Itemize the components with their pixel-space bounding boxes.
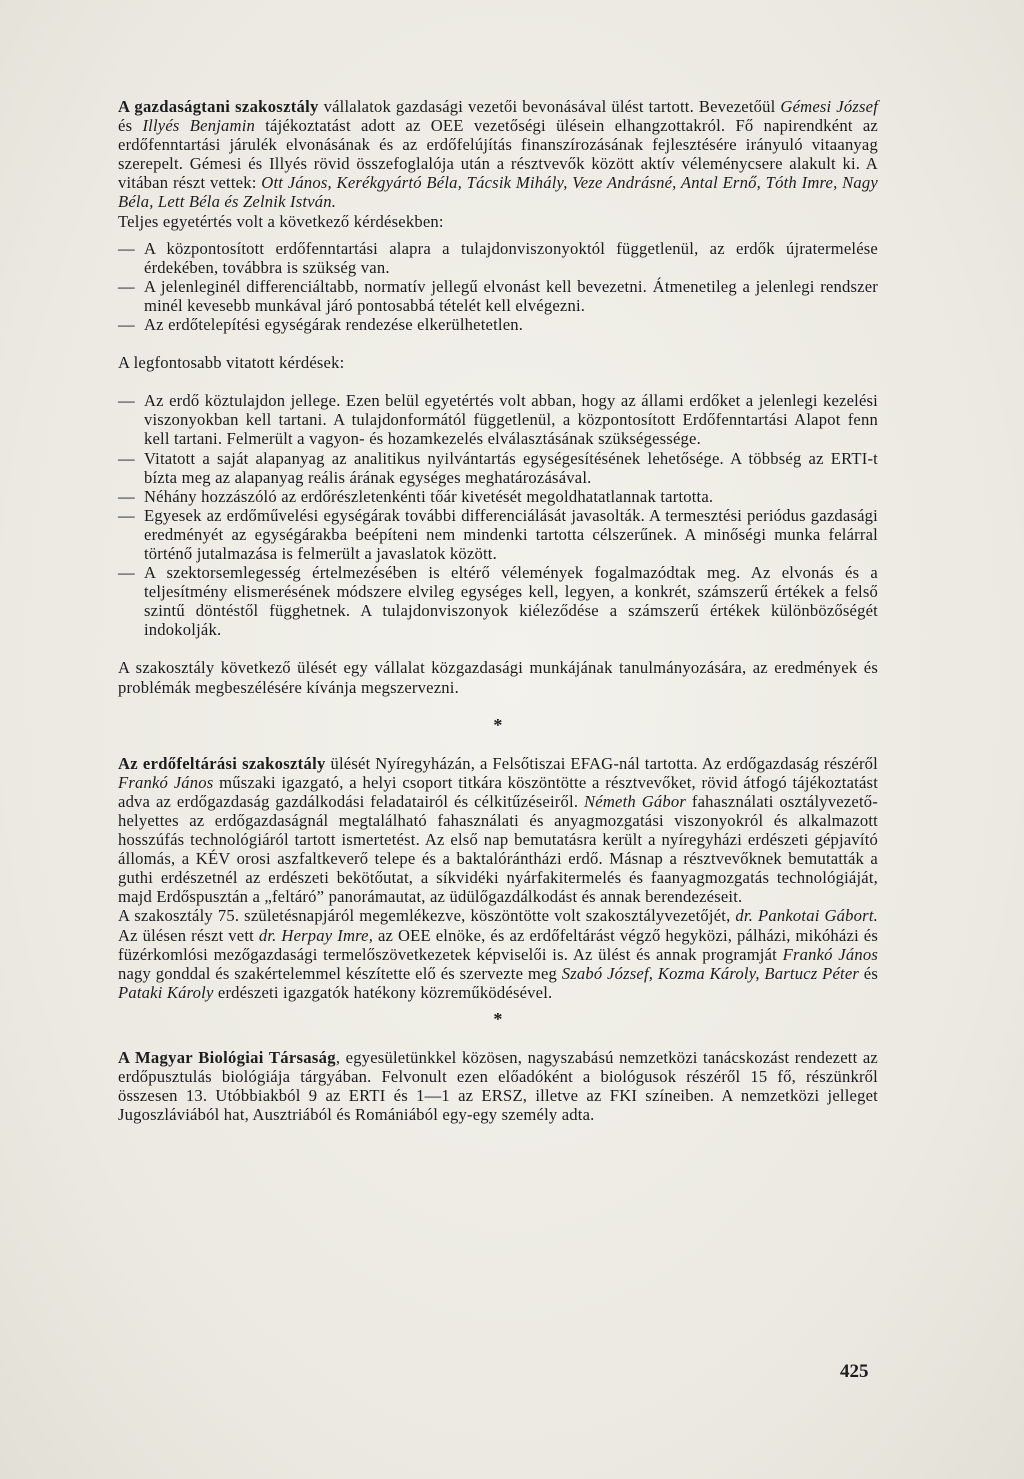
person-name: Szabó József, Kozma Károly, Bartucz Péter — [561, 963, 860, 983]
list-item — [118, 239, 878, 277]
section-separator: * — [493, 1008, 503, 1029]
person-name: Pataki Károly — [118, 982, 214, 1002]
disputed-intro: A legfontosabb vitatott kérdések: — [118, 353, 345, 373]
dash-marker: — — [118, 505, 135, 525]
participant-names: Ott János, Kerékgyártó Béla, Tácsik Mihály, Veze Andrásné, Antal Ernő, Tóth Imre, Nagy Béla, Lett Béla és Zelnik István. — [118, 173, 878, 212]
body-text: erdészeti igazgatók hatékony közreműködésével. — [213, 982, 553, 1002]
person-name: Illyés Benjamin — [142, 116, 256, 136]
list-item-text: Egyesek az erdőművelési egységárak további differenciálását javasolták. A termesztési periódus gazdasági eredményét az egységárakba beépíteni nem mindenki tartotta célszerűnek. A minőségi munka felárral történő jutalmazása is felmerült a javaslatok között. — [144, 505, 878, 563]
page-number: 425 — [840, 1361, 869, 1382]
list-item-text: Az erdő köztulajdon jellege. Ezen belül egyetértés volt abban, hogy az állami erdőket a jelenlegi kezelési viszonyokban kell tartani. A tulajdonformától függetlenül, a központosított Erdőfenntartási Alapot fenn kell tartani. Felmerült a vagyon- és hozamkezelés elválasztásának szükségessége. — [144, 391, 878, 449]
section-closing: A szakosztály következő ülését egy vállalat közgazdasági munkájának tanulmányozására, az eredmények és problémák megbeszélésére kívánja megszervezni. — [118, 658, 878, 697]
body-text: és — [859, 963, 878, 983]
list-item — [118, 315, 878, 334]
body-text: nagy gonddal és szakértelemmel készítette elő és szervezte meg — [118, 963, 562, 983]
list-item — [118, 487, 878, 506]
section-gazdasagtani-intro — [118, 97, 878, 212]
dash-marker: — — [118, 276, 135, 296]
section-biologiai — [118, 1048, 878, 1124]
body-text: Az ülésen részt vett — [118, 925, 259, 945]
body-text: az OEE elnöke, és az erdőfeltárást végző hegyközi, pálházi, mikóházi és füzérkomlósi mezőgazdasági termelőszövetkezetek képviselői is. Az ülést és annak programját — [118, 925, 878, 964]
body-text: , egyesületünkkel közösen, nagyszabású nemzetközi tanácskozást rendezett az erdőpusztulás biológiája tárgyában. Felvonult ezen előadóként a biológusok részéről 15 fő, részünkről összesen 13. Utóbbiakból 9 az ERTI és 1—1 az ERSZ, illetve az FKI színeiben. A nemzetközi jelleget Jugoszláviából hat, Ausztriából és Romániából egy-egy személy adta. — [118, 1048, 878, 1125]
dash-marker: — — [118, 238, 135, 258]
list-item-text: Az erdőtelepítési egységárak rendezése elkerülhetetlen. — [144, 315, 524, 335]
agreement-intro: Teljes egyetértés volt a következő kérdésekben: — [118, 211, 444, 231]
list-item — [118, 563, 878, 639]
section-lead: A Magyar Biológiai Társaság — [118, 1048, 336, 1068]
body-text: tájékoztatást adott az OEE vezetőségi ülésein elhangzottakról. Fő napirendként az erdőfenntartási járulék elvonásának és az erdőfelújítás finanszírozásának fejlesztésére irányuló vitaanyag szerepelt. Gémesi és Illyés rövid összefoglalója után a résztvevők között aktív véleménycsere alakult ki. A vitában részt vettek: — [118, 116, 878, 193]
dash-marker: — — [118, 448, 135, 468]
person-name: Gémesi József — [780, 97, 879, 116]
section-lead: A gazdaságtani szakosztály — [118, 97, 319, 116]
body-text: műszaki igazgató, a helyi csoport titkára köszöntötte a résztvevőket, rövid átfogó tájékoztatást adva az erdőgazdaság gazdálkodási feladatairól és célkitűzéseiről. — [118, 772, 879, 811]
list-item-text: Vitatott a saját alapanyag az analitikus nyilvántartás egységesítésének lehetősége. A többség az ERTI-t bízta meg az alapanyag reális árának egységes meghatározásával. — [144, 448, 878, 487]
body-text: ülését Nyíregyházán, a Felsőtiszai EFAG-nál tartotta. Az erdőgazdaság részéről — [325, 753, 878, 773]
section-erdofeltarasi — [118, 754, 878, 907]
list-item-text: Néhány hozzászóló az erdőrészletenkénti tőár kivetését megoldhatatlannak tartotta. — [144, 486, 714, 506]
dash-marker: — — [118, 563, 135, 583]
section-separator: * — [493, 714, 503, 735]
body-text: és — [118, 116, 143, 136]
dash-marker: — — [118, 391, 135, 411]
person-name: dr. Pankotai Gábort. — [735, 906, 878, 926]
person-name: dr. Herpay Imre, — [258, 925, 374, 945]
section-lead: Az erdőfeltárási szakosztály — [118, 753, 326, 773]
list-item — [118, 277, 878, 315]
list-item-text: A szektorsemlegesség értelmezésében is eltérő vélemények fogalmazódtak meg. Az elvonás és a teljesítmény elismerésének módszere elvileg egységes kell, legyen, a konkrét, számszerű értékek a felső szintű döntéstől függhetnek. A tulajdonviszonyok kiéleződése a számszerű értékek különbözőségét indokolják. — [144, 563, 878, 640]
list-item-text: A központosított erdőfenntartási alapra a tulajdonviszonyoktól függetlenül, az erdők újratermelése érdekében, továbbra is szükség van. — [144, 238, 878, 277]
dash-marker: — — [118, 315, 135, 335]
list-item — [118, 506, 878, 563]
body-text: fahasználati osztályvezető-helyettes az erdőgazdaságnál megtalálható fahasználati és anyagmozgatási viszonyokról és alkalmazott hosszúfás technológiáról tartott ismertetést. Az első nap bemutatásra került a nyíregyházi erdészeti gépjavító állomás, a KÉV orosi aszfaltkeverő telepe és a baktalórántházi erdő. Másnap a résztvevőknek bemutatták a guthi erdészetnél az erdészeti bekötőutat, a síkvidéki nyárfakitermelés és faanyagmozgatás technológiáját, majd Erdőspusztán a „feltáró” panorámautat, az üdülőgazdálkodást és annak berendezéseit. — [118, 791, 878, 907]
article-body — [118, 97, 878, 1124]
section-erdofeltarasi-p2 — [118, 906, 878, 1001]
dash-marker: — — [118, 486, 135, 506]
person-name: Frankó János — [782, 944, 879, 964]
list-item — [118, 391, 878, 448]
body-text: vállalatok gazdasági vezetői bevonásával ülést tartott. Bevezetőül — [318, 97, 781, 116]
person-name: Frankó János — [118, 772, 214, 792]
body-text: A szakosztály 75. születésnapjáról megemlékezve, köszöntötte volt szakosztályvezetőjét, — [118, 906, 736, 926]
list-item-text: A jelenleginél differenciáltabb, normatív jellegű elvonást kell bevezetni. Átmenetileg a jelenlegi rendszer minél kevesebb munkával járó pontosabbá tételét kell elvégezni. — [144, 276, 878, 315]
person-name: Németh Gábor — [584, 791, 687, 811]
list-item — [118, 449, 878, 487]
